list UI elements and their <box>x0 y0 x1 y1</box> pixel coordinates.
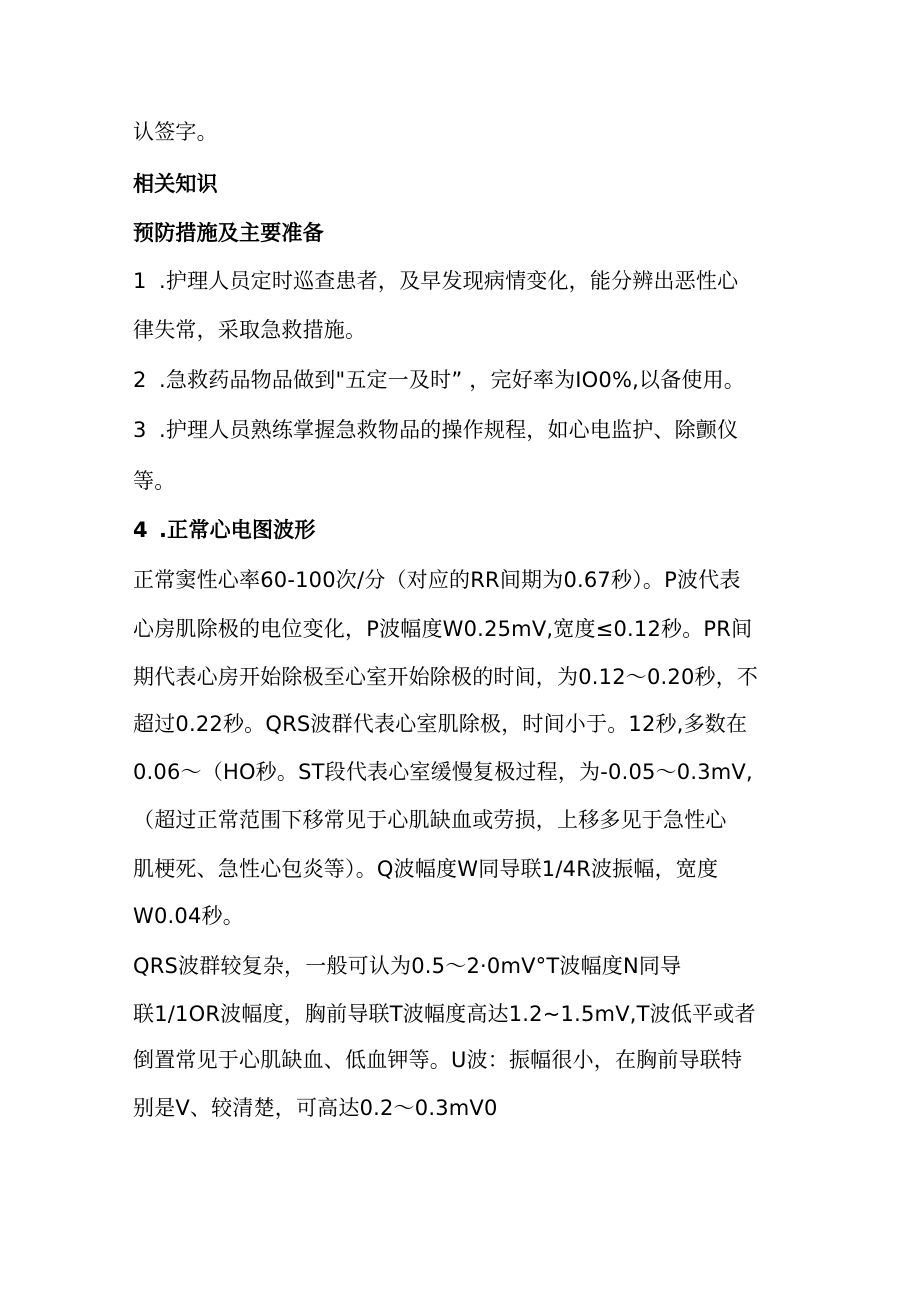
list-item-1 <box>133 266 738 296</box>
list-item-4 <box>133 515 316 545</box>
list-item-number: 1 <box>133 269 147 293</box>
heading-prevention-preparation: 预防措施及主要准备 <box>133 221 324 245</box>
list-item-text: .正常心电图波形 <box>159 518 316 542</box>
text-line: 律失常，采取急救措施。 <box>133 318 367 342</box>
text-line: 别是V、较清楚，可高达0.2〜0.3mV0 <box>133 1096 498 1120</box>
text-line: 正常窦性心率60-100次/分（对应的RR间期为0.67秒）。P波代表 <box>133 568 741 592</box>
list-item-text: .急救药品物品做到"五定一及时” ，完好率为IO0%,以备使用。 <box>159 368 745 392</box>
text-line: W0.04秒。 <box>133 904 244 928</box>
list-item-number: 3 <box>133 418 147 442</box>
text-line-confirm-signature: 认签字。 <box>133 120 218 144</box>
text-line: 超过0.22秒。QRS波群代表心室肌除极，时间小于。12秒,多数在 <box>133 712 748 736</box>
list-item-3 <box>133 415 738 445</box>
text-line: 等。 <box>133 469 176 493</box>
list-item-number: 4 <box>133 518 148 542</box>
text-line: 联1/1OR波幅度，胸前导联T波幅度高达1.2~1.5mV,T波低平或者 <box>133 1002 756 1026</box>
list-item-2 <box>133 365 745 395</box>
text-line: 期代表心房开始除极至心室开始除极的时间，为0.12〜0.20秒，不 <box>133 665 759 689</box>
text-line: QRS波群较复杂，一般可认为0.5〜2·0mV°T波幅度N同导 <box>133 954 682 978</box>
heading-related-knowledge: 相关知识 <box>133 172 218 196</box>
text-line: （超过正常范围下移常见于心肌缺血或劳损，上移多见于急性心 <box>133 808 727 832</box>
list-item-text: .护理人员熟练掌握急救物品的操作规程，如心电监护、除颤仪 <box>159 418 739 442</box>
list-item-text: .护理人员定时巡查患者，及早发现病情变化，能分辨出恶性心 <box>159 269 739 293</box>
text-line: 0.06〜（HO秒。ST段代表心室缓慢复极过程，为-0.05〜0.3mV, <box>133 760 753 784</box>
text-line: 心房肌除极的电位变化，P波幅度W0.25mV,宽度≤0.12秒。PR间 <box>133 617 753 641</box>
list-item-number: 2 <box>133 368 147 392</box>
text-line: 倒置常见于心肌缺血、低血钾等。U波：振幅很小，在胸前导联特 <box>133 1048 743 1072</box>
text-line: 肌梗死、急性心包炎等）。Q波幅度W同导联1/4R波振幅，宽度 <box>133 857 719 881</box>
